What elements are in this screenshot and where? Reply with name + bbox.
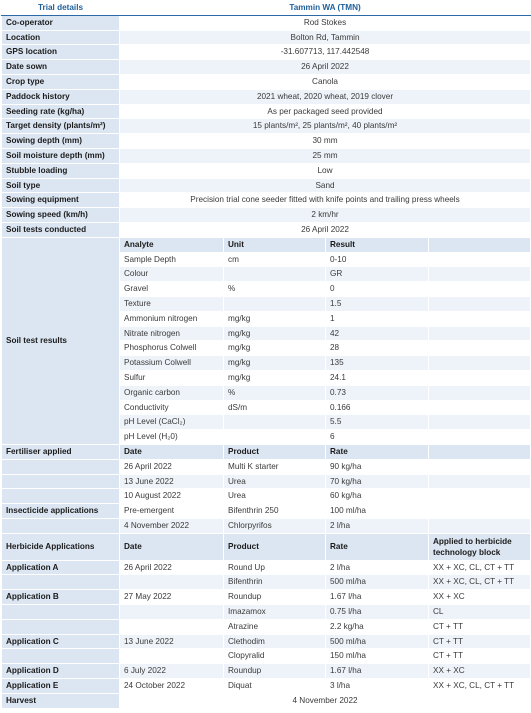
soil-cell: Potassium Colwell [120, 356, 224, 371]
insecticide-cell: Bifenthrin 250 [224, 504, 326, 519]
detail-row [2, 15, 531, 30]
insecticide-cell: 2 l/ha [326, 518, 429, 533]
soil-test-label: Soil test results [2, 237, 120, 444]
fertiliser-blank-cell [429, 459, 531, 474]
fertiliser-column-header: Date [120, 444, 224, 459]
soil-column-header: Analyte [120, 237, 224, 252]
harvest-date: 4 November 2022 [120, 693, 531, 708]
detail-value: As per packaged seed provided [120, 104, 531, 119]
herbicide-cell: XX + XC, CL, CT + TT [429, 560, 531, 575]
table-header-row [2, 1, 531, 16]
herbicide-row [2, 575, 531, 590]
herbicide-cell: XX + XC [429, 664, 531, 679]
insecticide-blank-cell [429, 504, 531, 519]
soil-cell: Sulfur [120, 370, 224, 385]
detail-value: 25 mm [120, 148, 531, 163]
detail-label: Location [2, 30, 120, 45]
soil-cell: Nitrate nitrogen [120, 326, 224, 341]
fertiliser-blank-cell [429, 489, 531, 504]
harvest-row [2, 693, 531, 708]
herbicide-cell: 13 June 2022 [120, 634, 224, 649]
detail-row [2, 222, 531, 237]
soil-cell: GR [326, 267, 429, 282]
detail-row [2, 45, 531, 60]
detail-label: Paddock history [2, 89, 120, 104]
herbicide-cell: 500 ml/ha [326, 634, 429, 649]
herbicide-cell: 27 May 2022 [120, 590, 224, 605]
soil-cell: Organic carbon [120, 385, 224, 400]
herbicide-cell: 0.75 l/ha [326, 605, 429, 620]
soil-cell: Colour [120, 267, 224, 282]
soil-blank-cell [429, 356, 531, 371]
detail-row [2, 89, 531, 104]
soil-cell: % [224, 282, 326, 297]
fertiliser-cell: Urea [224, 489, 326, 504]
soil-cell: mg/kg [224, 311, 326, 326]
detail-value: 26 April 2022 [120, 60, 531, 75]
detail-row [2, 193, 531, 208]
herbicide-cell: CT + TT [429, 619, 531, 634]
detail-row [2, 104, 531, 119]
herbicide-column-header: Applied to herbicide technology block [429, 533, 531, 560]
detail-label: Target density (plants/m²) [2, 119, 120, 134]
soil-cell: 42 [326, 326, 429, 341]
herbicide-row [2, 649, 531, 664]
insecticide-cell: 100 ml/ha [326, 504, 429, 519]
soil-cell: 0 [326, 282, 429, 297]
fertiliser-cell: 13 June 2022 [120, 474, 224, 489]
herbicide-application-label: Application E [2, 679, 120, 694]
detail-label: Soil type [2, 178, 120, 193]
detail-value: Precision trial cone seeder fitted with knife points and trailing press wheels [120, 193, 531, 208]
herbicide-cell [120, 605, 224, 620]
herbicide-row [2, 560, 531, 575]
soil-cell: mg/kg [224, 356, 326, 371]
fertiliser-row [2, 474, 531, 489]
herbicide-application-label: Application C [2, 634, 120, 649]
fertiliser-cell: Multi K starter [224, 459, 326, 474]
soil-blank-cell [429, 267, 531, 282]
header-site-name: Tammin WA (TMN) [120, 1, 531, 16]
harvest-label: Harvest [2, 693, 120, 708]
herbicide-application-label [2, 605, 120, 620]
soil-blank-cell [429, 400, 531, 415]
insecticide-label: Insecticide applications [2, 504, 120, 519]
herbicide-row [2, 634, 531, 649]
herbicide-application-label [2, 575, 120, 590]
detail-label: GPS location [2, 45, 120, 60]
soil-cell: mg/kg [224, 341, 326, 356]
detail-value: 30 mm [120, 134, 531, 149]
fertiliser-blank-cell [429, 474, 531, 489]
detail-value: Rod Stokes [120, 15, 531, 30]
herbicide-cell: XX + XC, CL, CT + TT [429, 575, 531, 590]
detail-value: Canola [120, 74, 531, 89]
herbicide-application-label [2, 649, 120, 664]
herbicide-cell: Bifenthrin [224, 575, 326, 590]
soil-cell: Gravel [120, 282, 224, 297]
soil-cell: mg/kg [224, 370, 326, 385]
herbicide-cell: 1.67 l/ha [326, 590, 429, 605]
soil-cell: Sample Depth [120, 252, 224, 267]
herbicide-cell: 26 April 2022 [120, 560, 224, 575]
herbicide-cell: Roundup [224, 590, 326, 605]
detail-value: Sand [120, 178, 531, 193]
detail-row [2, 148, 531, 163]
detail-row [2, 178, 531, 193]
herbicide-row [2, 619, 531, 634]
soil-cell [224, 430, 326, 445]
herbicide-cell: XX + XC, CL, CT + TT [429, 679, 531, 694]
soil-blank-cell [429, 252, 531, 267]
detail-label: Co-operator [2, 15, 120, 30]
soil-cell [224, 267, 326, 282]
herbicide-cell [120, 619, 224, 634]
detail-value: 2021 wheat, 2020 wheat, 2019 clover [120, 89, 531, 104]
herbicide-cell [120, 575, 224, 590]
soil-cell: mg/kg [224, 326, 326, 341]
detail-label: Soil tests conducted [2, 222, 120, 237]
insecticide-cell: Chlorpyrifos [224, 518, 326, 533]
herbicide-cell: CT + TT [429, 649, 531, 664]
trial-details-table [1, 0, 531, 709]
soil-header-row [2, 237, 531, 252]
soil-cell: Texture [120, 296, 224, 311]
soil-cell: 5.5 [326, 415, 429, 430]
herbicide-row [2, 679, 531, 694]
fertiliser-column-header: Rate [326, 444, 429, 459]
insecticide-cell: Pre-emergent [120, 504, 224, 519]
detail-label: Sowing equipment [2, 193, 120, 208]
soil-blank-cell [429, 385, 531, 400]
herbicide-header-row [2, 533, 531, 560]
detail-row [2, 119, 531, 134]
herbicide-application-label [2, 619, 120, 634]
herbicide-cell: 1.67 l/ha [326, 664, 429, 679]
detail-label: Crop type [2, 74, 120, 89]
detail-value: Bolton Rd, Tammin [120, 30, 531, 45]
soil-cell: cm [224, 252, 326, 267]
herbicide-cell: XX + XC [429, 590, 531, 605]
insecticide-label-blank [2, 518, 120, 533]
soil-cell: 6 [326, 430, 429, 445]
herbicide-cell: 3 l/ha [326, 679, 429, 694]
detail-value: -31.607713, 117.442548 [120, 45, 531, 60]
soil-cell: 28 [326, 341, 429, 356]
soil-blank-cell [429, 311, 531, 326]
soil-header-blank [429, 237, 531, 252]
soil-blank-cell [429, 430, 531, 445]
soil-cell: 24.1 [326, 370, 429, 385]
soil-cell: pH Level (H₂0) [120, 430, 224, 445]
herbicide-cell: 24 October 2022 [120, 679, 224, 694]
herbicide-cell: Clethodim [224, 634, 326, 649]
insecticide-cell: 4 November 2022 [120, 518, 224, 533]
soil-cell [224, 415, 326, 430]
herbicide-cell: Atrazine [224, 619, 326, 634]
herbicide-application-label: Application B [2, 590, 120, 605]
detail-value: Low [120, 163, 531, 178]
herbicide-cell: 150 ml/ha [326, 649, 429, 664]
herbicide-row [2, 590, 531, 605]
detail-label: Stubble loading [2, 163, 120, 178]
herbicide-cell: Round Up [224, 560, 326, 575]
herbicide-application-label: Application A [2, 560, 120, 575]
soil-cell: Phosphorus Colwell [120, 341, 224, 356]
soil-cell: Ammonium nitrogen [120, 311, 224, 326]
detail-row [2, 60, 531, 75]
detail-label: Sowing depth (mm) [2, 134, 120, 149]
soil-cell: % [224, 385, 326, 400]
herbicide-cell: 6 July 2022 [120, 664, 224, 679]
herbicide-cell: 2.2 kg/ha [326, 619, 429, 634]
soil-cell: pH Level (CaCl₂) [120, 415, 224, 430]
herbicide-cell [120, 649, 224, 664]
soil-cell [224, 296, 326, 311]
herbicide-cell: CT + TT [429, 634, 531, 649]
detail-label: Seeding rate (kg/ha) [2, 104, 120, 119]
soil-cell: 0.73 [326, 385, 429, 400]
fertiliser-cell: 70 kg/ha [326, 474, 429, 489]
fertiliser-cell: 26 April 2022 [120, 459, 224, 474]
detail-value: 2 km/hr [120, 208, 531, 223]
soil-blank-cell [429, 370, 531, 385]
herbicide-column-header: Rate [326, 533, 429, 560]
soil-cell: 135 [326, 356, 429, 371]
detail-label: Soil moisture depth (mm) [2, 148, 120, 163]
fertiliser-label: Fertiliser applied [2, 444, 120, 459]
herbicide-application-label: Application D [2, 664, 120, 679]
soil-column-header: Unit [224, 237, 326, 252]
soil-cell: Conductivity [120, 400, 224, 415]
herbicide-cell: 500 ml/ha [326, 575, 429, 590]
fertiliser-label-blank [2, 489, 120, 504]
herbicide-row [2, 664, 531, 679]
herbicide-column-header: Date [120, 533, 224, 560]
herbicide-cell: 2 l/ha [326, 560, 429, 575]
fertiliser-header-blank [429, 444, 531, 459]
soil-column-header: Result [326, 237, 429, 252]
soil-blank-cell [429, 296, 531, 311]
soil-cell: 0.166 [326, 400, 429, 415]
soil-cell: 0-10 [326, 252, 429, 267]
fertiliser-cell: 10 August 2022 [120, 489, 224, 504]
herbicide-cell: Roundup [224, 664, 326, 679]
fertiliser-cell: 60 kg/ha [326, 489, 429, 504]
fertiliser-row [2, 489, 531, 504]
soil-blank-cell [429, 341, 531, 356]
insecticide-row [2, 504, 531, 519]
herbicide-label: Herbicide Applications [2, 533, 120, 560]
detail-row [2, 74, 531, 89]
herbicide-column-header: Product [224, 533, 326, 560]
soil-blank-cell [429, 282, 531, 297]
herbicide-cell: CL [429, 605, 531, 620]
herbicide-row [2, 605, 531, 620]
detail-value: 15 plants/m², 25 plants/m², 40 plants/m² [120, 119, 531, 134]
insecticide-row [2, 518, 531, 533]
fertiliser-row [2, 459, 531, 474]
fertiliser-column-header: Product [224, 444, 326, 459]
herbicide-cell: Clopyralid [224, 649, 326, 664]
fertiliser-cell: 90 kg/ha [326, 459, 429, 474]
detail-label: Date sown [2, 60, 120, 75]
detail-row [2, 163, 531, 178]
detail-row [2, 30, 531, 45]
fertiliser-header-row [2, 444, 531, 459]
detail-row [2, 208, 531, 223]
detail-value: 26 April 2022 [120, 222, 531, 237]
herbicide-cell: Imazamox [224, 605, 326, 620]
fertiliser-cell: Urea [224, 474, 326, 489]
soil-blank-cell [429, 326, 531, 341]
soil-cell: 1.5 [326, 296, 429, 311]
fertiliser-label-blank [2, 474, 120, 489]
soil-cell: dS/m [224, 400, 326, 415]
insecticide-blank-cell [429, 518, 531, 533]
header-trial-details: Trial details [2, 1, 120, 16]
soil-cell: 1 [326, 311, 429, 326]
soil-blank-cell [429, 415, 531, 430]
herbicide-cell: Diquat [224, 679, 326, 694]
detail-label: Sowing speed (km/h) [2, 208, 120, 223]
detail-row [2, 134, 531, 149]
fertiliser-label-blank [2, 459, 120, 474]
